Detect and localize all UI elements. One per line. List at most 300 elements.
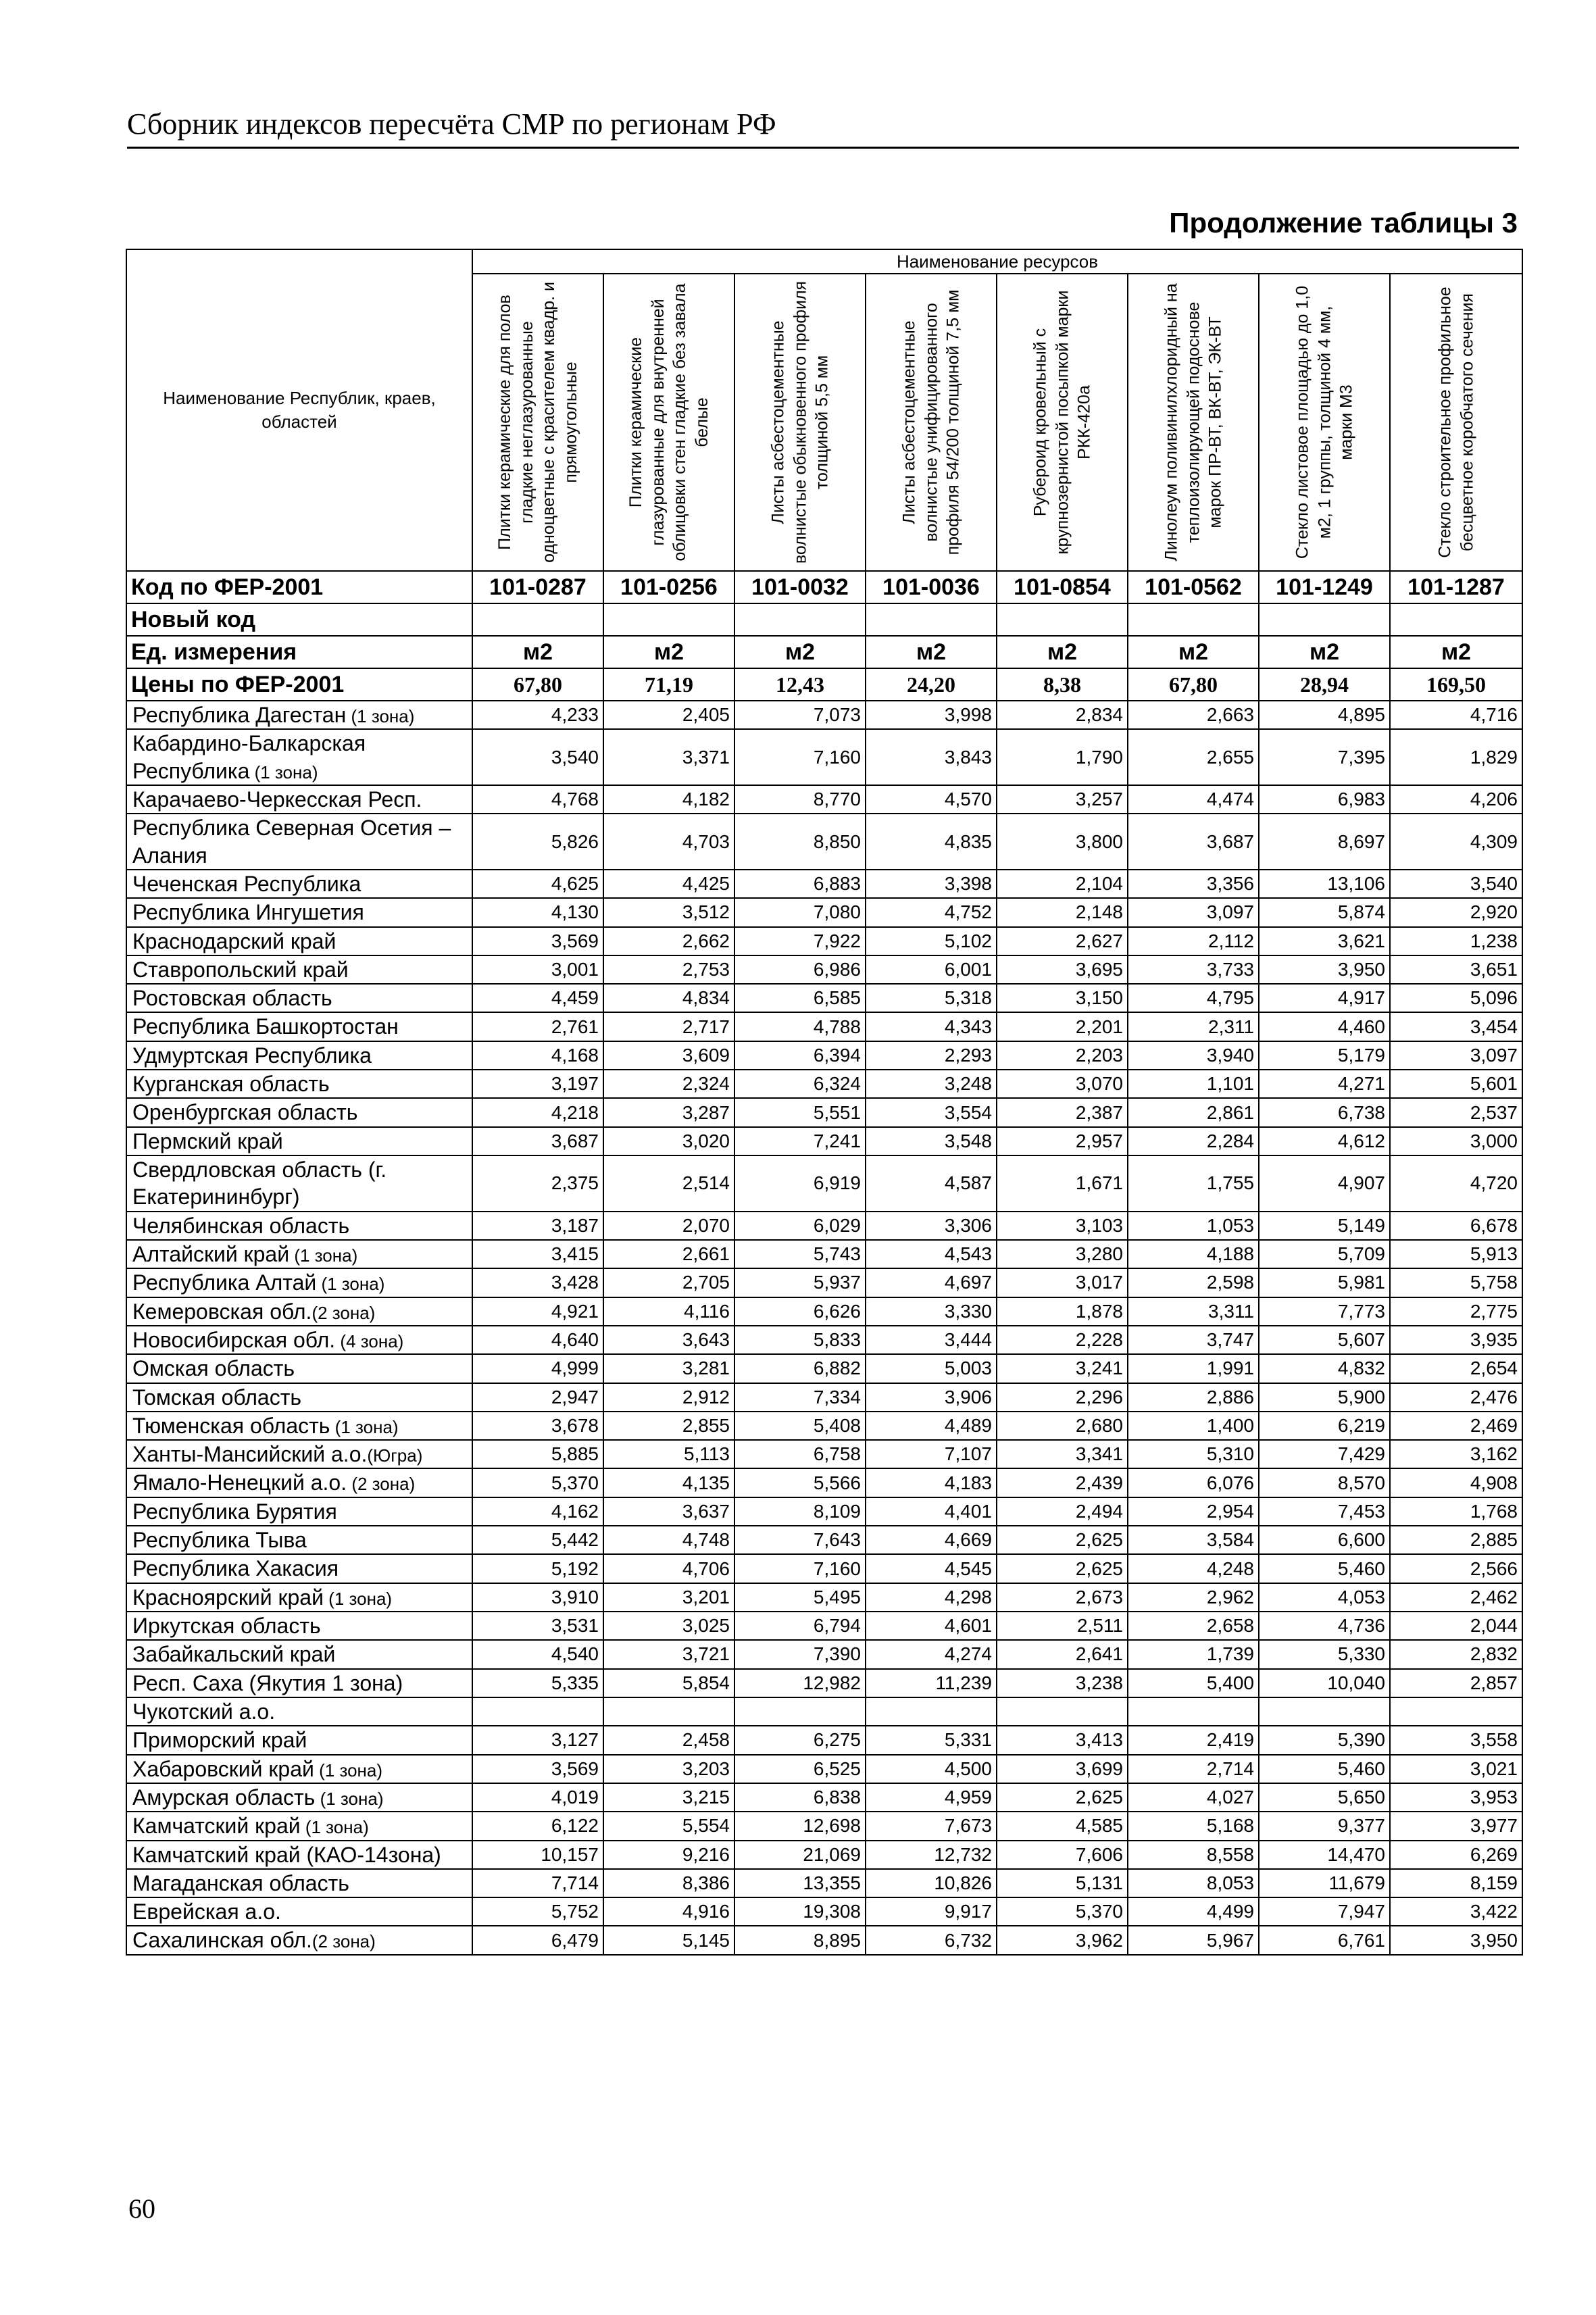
resource-code: 101-0036 — [866, 571, 997, 603]
index-value: 9,216 — [603, 1841, 734, 1869]
index-value: 5,554 — [603, 1812, 734, 1840]
index-value: 5,131 — [997, 1869, 1128, 1897]
region-name: Хабаровский край — [132, 1756, 314, 1781]
unit-cell: м2 — [1390, 636, 1522, 668]
index-value: 8,570 — [1259, 1468, 1390, 1497]
region-name-cell — [126, 1697, 472, 1726]
region-name: Оренбургская область — [132, 1100, 358, 1125]
index-value: 2,469 — [1390, 1412, 1522, 1440]
index-value: 3,843 — [866, 729, 997, 785]
index-value: 11,239 — [866, 1669, 997, 1697]
price-cell: 8,38 — [997, 668, 1128, 701]
index-value: 7,080 — [734, 898, 866, 926]
index-value: 2,293 — [866, 1041, 997, 1070]
index-value: 5,460 — [1259, 1755, 1390, 1783]
region-name-cell — [126, 1297, 472, 1326]
region-name: Краснодарский край — [132, 928, 336, 953]
unit-cell: м2 — [866, 636, 997, 668]
index-value: 3,162 — [1390, 1440, 1522, 1468]
new-code-cell — [1259, 603, 1390, 636]
index-value: 13,355 — [734, 1869, 866, 1897]
table-row — [126, 1926, 1522, 1954]
index-value: 2,284 — [1128, 1127, 1259, 1155]
resource-code: 101-1287 — [1390, 571, 1522, 603]
region-name-cell — [126, 785, 472, 814]
table-row — [126, 1297, 1522, 1326]
index-value — [1259, 1697, 1390, 1726]
index-value: 6,758 — [734, 1440, 866, 1468]
index-value: 4,499 — [1128, 1897, 1259, 1926]
index-value: 8,850 — [734, 814, 866, 870]
unit-cell: м2 — [997, 636, 1128, 668]
index-value: 2,673 — [997, 1583, 1128, 1612]
table-row — [126, 898, 1522, 926]
index-value: 7,160 — [734, 1554, 866, 1583]
index-value: 2,112 — [1128, 927, 1259, 955]
index-value: 2,654 — [1390, 1354, 1522, 1383]
index-value — [1128, 1697, 1259, 1726]
index-value: 4,233 — [472, 701, 603, 729]
price-cell: 67,80 — [472, 668, 603, 701]
index-value: 3,721 — [603, 1640, 734, 1668]
index-value: 8,053 — [1128, 1869, 1259, 1897]
index-value: 3,306 — [866, 1212, 997, 1240]
index-value: 4,795 — [1128, 984, 1259, 1012]
index-value — [1390, 1697, 1522, 1726]
index-value: 4,585 — [997, 1812, 1128, 1840]
index-value: 13,106 — [1259, 870, 1390, 898]
index-value: 7,773 — [1259, 1297, 1390, 1326]
index-value — [866, 1697, 997, 1726]
index-value: 5,854 — [603, 1669, 734, 1697]
index-value: 3,584 — [1128, 1526, 1259, 1554]
index-value: 6,076 — [1128, 1468, 1259, 1497]
region-zone: (1 зона) — [315, 1788, 384, 1809]
index-value: 2,761 — [472, 1012, 603, 1041]
index-value: 2,641 — [997, 1640, 1128, 1668]
index-value: 3,569 — [472, 927, 603, 955]
index-value: 2,494 — [997, 1497, 1128, 1526]
index-value: 4,999 — [472, 1354, 603, 1383]
region-name-cell — [126, 1412, 472, 1440]
index-value: 4,921 — [472, 1297, 603, 1326]
index-value: 4,601 — [866, 1612, 997, 1640]
region-name: Карачаево-Черкесская Респ. — [132, 787, 422, 812]
index-value: 2,680 — [997, 1412, 1128, 1440]
index-value: 3,197 — [472, 1070, 603, 1098]
index-value: 11,679 — [1259, 1869, 1390, 1897]
index-value: 3,977 — [1390, 1812, 1522, 1840]
index-value: 4,832 — [1259, 1354, 1390, 1383]
region-zone: (2 зона) — [347, 1474, 416, 1495]
region-name: Чукотский а.о. — [132, 1699, 276, 1724]
index-value: 3,609 — [603, 1041, 734, 1070]
index-value: 5,179 — [1259, 1041, 1390, 1070]
new-code-cell — [866, 603, 997, 636]
table-row — [126, 870, 1522, 898]
index-value: 3,000 — [1390, 1127, 1522, 1155]
index-value: 4,309 — [1390, 814, 1522, 870]
index-value: 12,732 — [866, 1841, 997, 1869]
index-value: 5,551 — [734, 1098, 866, 1126]
table-row — [126, 1041, 1522, 1070]
index-value: 3,415 — [472, 1240, 603, 1268]
index-value: 1,400 — [1128, 1412, 1259, 1440]
region-name-cell — [126, 1554, 472, 1583]
index-value: 5,826 — [472, 814, 603, 870]
index-value: 6,219 — [1259, 1412, 1390, 1440]
index-value: 3,257 — [997, 785, 1128, 814]
index-value: 2,625 — [997, 1554, 1128, 1583]
index-value: 2,070 — [603, 1212, 734, 1240]
table-row — [126, 1127, 1522, 1155]
region-name-cell — [126, 1268, 472, 1297]
index-value: 4,248 — [1128, 1554, 1259, 1583]
table-row — [126, 1497, 1522, 1526]
region-name: Республика Тыва — [132, 1528, 307, 1553]
region-zone: (1 зона) — [300, 1817, 369, 1838]
index-value: 5,601 — [1390, 1070, 1522, 1098]
table-row — [126, 1669, 1522, 1697]
region-zone: (1 зона) — [289, 1245, 358, 1266]
index-value: 3,287 — [603, 1098, 734, 1126]
index-value: 2,663 — [1128, 701, 1259, 729]
index-value: 4,736 — [1259, 1612, 1390, 1640]
index-value: 4,716 — [1390, 701, 1522, 729]
region-name: Кемеровская обл. — [132, 1299, 312, 1324]
index-value: 4,116 — [603, 1297, 734, 1326]
index-value: 10,157 — [472, 1841, 603, 1869]
region-name: Тюменская область — [132, 1413, 330, 1438]
price-cell: 28,94 — [1259, 668, 1390, 701]
table-row — [126, 1583, 1522, 1612]
index-value: 4,206 — [1390, 785, 1522, 814]
region-name-cell — [126, 814, 472, 870]
index-value: 7,395 — [1259, 729, 1390, 785]
region-name: Томская область — [132, 1385, 302, 1410]
unit-cell: м2 — [472, 636, 603, 668]
index-value: 3,203 — [603, 1755, 734, 1783]
region-name-cell — [126, 1869, 472, 1897]
index-value: 2,439 — [997, 1468, 1128, 1497]
index-value: 6,882 — [734, 1354, 866, 1383]
index-value: 10,826 — [866, 1869, 997, 1897]
table-row — [126, 1869, 1522, 1897]
index-value: 1,053 — [1128, 1212, 1259, 1240]
resources-group-header: Наименование ресурсов — [472, 249, 1522, 274]
index-value: 5,149 — [1259, 1212, 1390, 1240]
index-value: 14,470 — [1259, 1841, 1390, 1869]
index-value: 6,983 — [1259, 785, 1390, 814]
table-row — [126, 1268, 1522, 1297]
table-row — [126, 1212, 1522, 1240]
index-value: 2,775 — [1390, 1297, 1522, 1326]
index-value: 3,238 — [997, 1669, 1128, 1697]
region-zone: (Югра) — [367, 1445, 423, 1466]
region-name-cell — [126, 1240, 472, 1268]
index-value: 2,834 — [997, 701, 1128, 729]
index-value: 6,626 — [734, 1297, 866, 1326]
index-value: 2,886 — [1128, 1383, 1259, 1412]
index-value: 1,238 — [1390, 927, 1522, 955]
region-name: Республика Ингушетия — [132, 900, 364, 925]
index-value: 1,739 — [1128, 1640, 1259, 1668]
table-row — [126, 1240, 1522, 1268]
index-value: 2,405 — [603, 701, 734, 729]
index-value: 5,096 — [1390, 984, 1522, 1012]
resource-code: 101-0854 — [997, 571, 1128, 603]
region-zone: (1 зона) — [346, 706, 415, 726]
index-value: 3,953 — [1390, 1783, 1522, 1812]
index-value: 5,967 — [1128, 1926, 1259, 1954]
index-value: 3,643 — [603, 1326, 734, 1354]
index-value: 2,566 — [1390, 1554, 1522, 1583]
resource-header — [997, 274, 1128, 571]
index-value: 4,274 — [866, 1640, 997, 1668]
index-value: 3,454 — [1390, 1012, 1522, 1041]
region-name-cell — [126, 1155, 472, 1212]
index-value: 3,747 — [1128, 1326, 1259, 1354]
index-value: 3,017 — [997, 1268, 1128, 1297]
index-value: 6,394 — [734, 1041, 866, 1070]
index-value: 3,280 — [997, 1240, 1128, 1268]
region-zone: (2 зона) — [311, 1931, 376, 1952]
index-value: 2,625 — [997, 1526, 1128, 1554]
resource-code: 101-0032 — [734, 571, 866, 603]
index-value: 1,755 — [1128, 1155, 1259, 1212]
index-value: 4,752 — [866, 898, 997, 926]
region-name: Кабардино-Балкарская Республика — [132, 731, 366, 783]
region-name: Респ. Саха (Якутия 1 зона) — [132, 1670, 403, 1695]
index-value: 4,543 — [866, 1240, 997, 1268]
table-continuation-label: Продолжение таблицы 3 — [1169, 207, 1518, 239]
index-value: 3,103 — [997, 1212, 1128, 1240]
region-name: Ставропольский край — [132, 957, 349, 982]
region-name-cell — [126, 1070, 472, 1098]
index-value: 3,215 — [603, 1783, 734, 1812]
resource-header — [472, 274, 603, 571]
new-code-cell — [734, 603, 866, 636]
unit-cell: м2 — [1128, 636, 1259, 668]
resource-header — [866, 274, 997, 571]
index-value: 4,401 — [866, 1497, 997, 1526]
resource-header — [603, 274, 734, 571]
index-value: 2,658 — [1128, 1612, 1259, 1640]
index-value: 4,625 — [472, 870, 603, 898]
table-row — [126, 1755, 1522, 1783]
index-value: 3,127 — [472, 1726, 603, 1754]
index-value: 3,371 — [603, 729, 734, 785]
index-value: 2,885 — [1390, 1526, 1522, 1554]
region-name: Иркутская область — [132, 1614, 321, 1638]
index-value: 4,019 — [472, 1783, 603, 1812]
region-name-cell — [126, 1212, 472, 1240]
index-value: 5,003 — [866, 1354, 997, 1383]
region-name-cell — [126, 1440, 472, 1468]
region-name: Республика Алтай — [132, 1270, 317, 1295]
index-value: 3,422 — [1390, 1897, 1522, 1926]
region-name: Республика Бурятия — [132, 1499, 337, 1524]
resource-index-table — [126, 249, 1523, 1956]
region-zone: (1 зона) — [249, 762, 318, 782]
index-value: 7,922 — [734, 927, 866, 955]
index-value: 5,460 — [1259, 1554, 1390, 1583]
new-code-cell — [1390, 603, 1522, 636]
table-row — [126, 1841, 1522, 1869]
region-name-cell — [126, 1583, 472, 1612]
index-value: 5,145 — [603, 1926, 734, 1954]
index-value: 9,377 — [1259, 1812, 1390, 1840]
index-value: 3,241 — [997, 1354, 1128, 1383]
index-value: 4,188 — [1128, 1240, 1259, 1268]
index-value: 1,878 — [997, 1297, 1128, 1326]
index-value: 3,413 — [997, 1726, 1128, 1754]
index-value: 3,097 — [1128, 898, 1259, 926]
index-value: 7,390 — [734, 1640, 866, 1668]
index-value: 2,324 — [603, 1070, 734, 1098]
index-value: 1,790 — [997, 729, 1128, 785]
region-name: Республика Дагестан — [132, 703, 347, 727]
index-value: 6,269 — [1390, 1841, 1522, 1869]
index-value: 3,540 — [1390, 870, 1522, 898]
index-value: 3,020 — [603, 1127, 734, 1155]
region-name-cell — [126, 1612, 472, 1640]
index-value: 2,861 — [1128, 1098, 1259, 1126]
index-value: 9,917 — [866, 1897, 997, 1926]
resource-header — [1128, 274, 1259, 571]
region-name: Пермский край — [132, 1128, 283, 1153]
region-name: Приморский край — [132, 1728, 307, 1753]
region-name: Свердловская область (г. Екатерининбург) — [132, 1158, 387, 1210]
index-value: 4,271 — [1259, 1070, 1390, 1098]
index-value: 1,991 — [1128, 1354, 1259, 1383]
index-value: 5,310 — [1128, 1440, 1259, 1468]
index-value: 6,001 — [866, 955, 997, 984]
region-name: Сахалинская обл. — [132, 1928, 312, 1953]
price-cell: 12,43 — [734, 668, 866, 701]
region-name-cell — [126, 898, 472, 926]
index-value: 4,474 — [1128, 785, 1259, 814]
index-value: 4,459 — [472, 984, 603, 1012]
region-zone: (4 зона) — [335, 1330, 404, 1351]
index-value: 2,598 — [1128, 1268, 1259, 1297]
index-value — [603, 1697, 734, 1726]
index-value: 3,512 — [603, 898, 734, 926]
index-value: 3,950 — [1390, 1926, 1522, 1954]
index-value: 3,962 — [997, 1926, 1128, 1954]
region-name: Новосибирская обл. — [132, 1327, 336, 1352]
index-value: 3,540 — [472, 729, 603, 785]
region-zone: (1 зона) — [314, 1760, 383, 1781]
resource-header — [1390, 274, 1522, 571]
index-value: 8,386 — [603, 1869, 734, 1897]
region-name-cell — [126, 1526, 472, 1554]
table-row — [126, 927, 1522, 955]
region-name: Ямало-Ненецкий а.о. — [132, 1470, 347, 1495]
index-value: 7,241 — [734, 1127, 866, 1155]
index-value: 6,883 — [734, 870, 866, 898]
index-value: 6,761 — [1259, 1926, 1390, 1954]
index-value: 4,697 — [866, 1268, 997, 1297]
index-value: 4,218 — [472, 1098, 603, 1126]
table-row — [126, 814, 1522, 870]
index-value: 1,829 — [1390, 729, 1522, 785]
table-row — [126, 1812, 1522, 1840]
index-value: 3,150 — [997, 984, 1128, 1012]
region-name-cell — [126, 927, 472, 955]
index-value: 5,318 — [866, 984, 997, 1012]
region-name: Республика Хакасия — [132, 1556, 339, 1581]
index-value: 3,651 — [1390, 955, 1522, 984]
index-value: 3,531 — [472, 1612, 603, 1640]
region-name-cell — [126, 729, 472, 785]
table-row — [126, 1012, 1522, 1041]
index-value: 7,429 — [1259, 1440, 1390, 1468]
table-row — [126, 1612, 1522, 1640]
index-value: 5,566 — [734, 1468, 866, 1497]
index-value: 2,655 — [1128, 729, 1259, 785]
index-value: 8,770 — [734, 785, 866, 814]
index-value: 4,182 — [603, 785, 734, 814]
index-value: 2,625 — [997, 1783, 1128, 1812]
resource-code: 101-0256 — [603, 571, 734, 603]
index-value: 6,838 — [734, 1783, 866, 1812]
table-row — [126, 785, 1522, 814]
index-value: 1,671 — [997, 1155, 1128, 1212]
index-value: 2,947 — [472, 1383, 603, 1412]
index-value: 19,308 — [734, 1897, 866, 1926]
index-value: 3,001 — [472, 955, 603, 984]
table-row — [126, 1383, 1522, 1412]
index-value: 2,148 — [997, 898, 1128, 926]
new-code-cell — [472, 603, 603, 636]
index-value: 4,343 — [866, 1012, 997, 1041]
table-row — [126, 1098, 1522, 1126]
index-value: 6,479 — [472, 1926, 603, 1954]
index-value: 7,453 — [1259, 1497, 1390, 1526]
index-value: 6,585 — [734, 984, 866, 1012]
index-value: 2,228 — [997, 1326, 1128, 1354]
table-row — [126, 1897, 1522, 1926]
region-column-header: Наименование Республик, краев, областей — [126, 249, 472, 571]
page-number: 60 — [128, 2193, 155, 2224]
price-cell: 24,20 — [866, 668, 997, 701]
index-value: 6,029 — [734, 1212, 866, 1240]
price-label: Цены по ФЕР-2001 — [126, 668, 472, 701]
index-value — [472, 1697, 603, 1726]
index-value: 2,627 — [997, 927, 1128, 955]
index-value: 2,753 — [603, 955, 734, 984]
region-name-cell — [126, 1640, 472, 1668]
index-value: 7,606 — [997, 1841, 1128, 1869]
running-title: Сборник индексов пересчёта СМР по регионам РФ — [127, 107, 1519, 149]
region-name: Чеченская Республика — [132, 871, 361, 896]
code-label: Код по ФЕР-2001 — [126, 571, 472, 603]
table-row — [126, 1412, 1522, 1440]
index-value: 21,069 — [734, 1841, 866, 1869]
index-value: 6,525 — [734, 1755, 866, 1783]
index-value: 10,040 — [1259, 1669, 1390, 1697]
index-value: 3,341 — [997, 1440, 1128, 1468]
index-value: 3,678 — [472, 1412, 603, 1440]
index-value: 4,706 — [603, 1554, 734, 1583]
index-value: 2,717 — [603, 1012, 734, 1041]
index-value: 4,788 — [734, 1012, 866, 1041]
index-value: 3,444 — [866, 1326, 997, 1354]
index-value: 8,697 — [1259, 814, 1390, 870]
index-value: 6,678 — [1390, 1212, 1522, 1240]
index-value: 5,370 — [997, 1897, 1128, 1926]
